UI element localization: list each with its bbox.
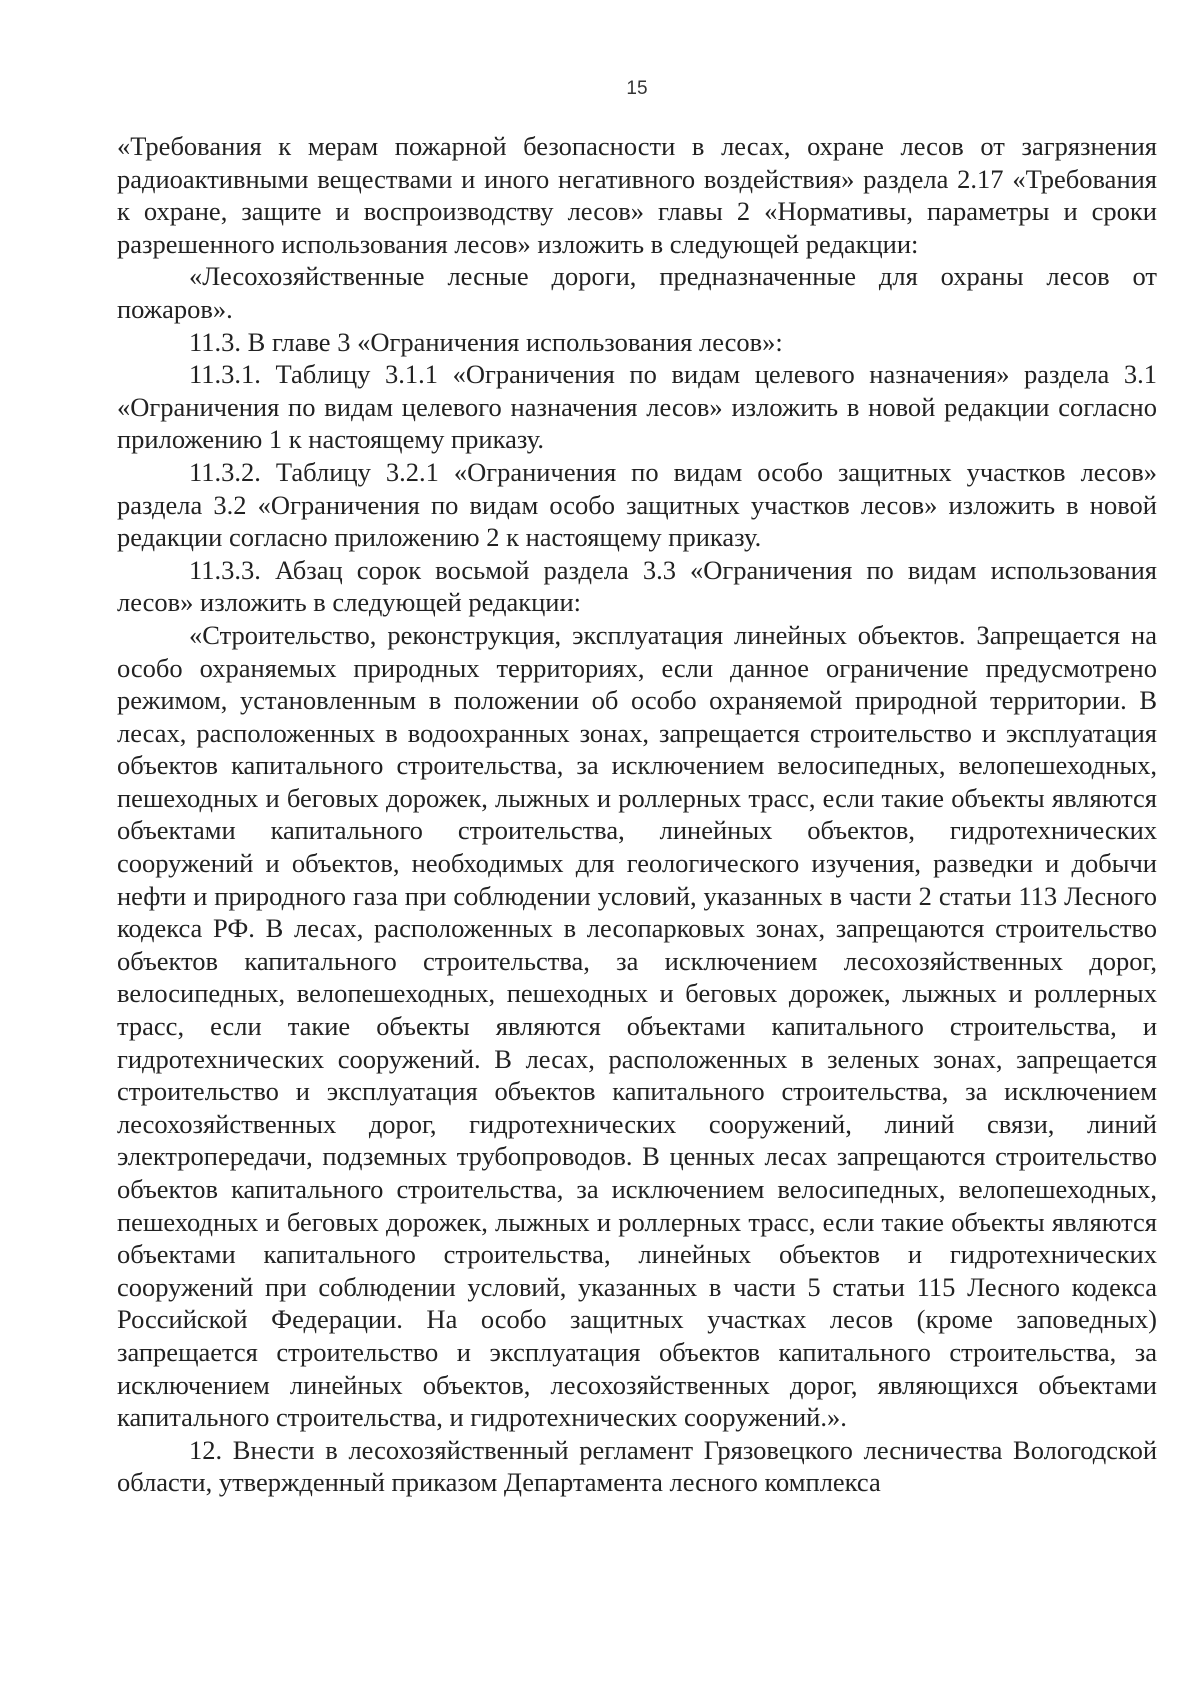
paragraph-requirements-fire-safety: «Требования к мерам пожарной безопасности в лесах, охране лесов от загрязнения радиоактивными веществами и иного негативного воздействия» раздела 2.17 «Требования к охране, защите и воспроизводству лесов» главы 2 «Нормативы, параметры и сроки разрешенного использования лесов» изложить в следующей редакции: — [117, 131, 1157, 259]
paragraph-construction-restrictions: «Строительство, реконструкция, эксплуатация линейных объектов. Запрещается на особо охраняемых природных территориях, если данное ограничение предусмотрено режимом, установленным в положении об особо охраняемой природной территории. В лесах, расположенных в водоохранных зонах, запрещается строительство и эксплуатация объектов капитального строительства, за исключением велосипедных, велопешеходных, пешеходных и беговых дорожек, лыжных и роллерных трасс, если такие объекты являются объектами капитального строительства, линейных объектов, гидротехнических сооружений и объектов, необходимых для геологического изучения, разведки и добычи нефти и природного газа при соблюдении условий, указанных в части 2 статьи 113 Лесного кодекса РФ. В лесах, расположенных в лесопарковых зонах, запрещаются строительство объектов капитального строительства, за исключением лесохозяйственных дорог, велосипедных, велопешеходных, пешеходных и беговых дорожек, лыжных и роллерных трасс, если такие объекты являются объектами капитального строительства, и гидротехнических сооружений. В лесах, расположенных в зеленых зонах, запрещается строительство и эксплуатация объектов капитального строительства, за исключением лесохозяйственных дорог, гидротехнических сооружений, линий связи, линий электропередачи, подземных трубопроводов. В ценных лесах запрещаются строительство объектов капитального строительства, за исключением велосипедных, велопешеходных, пешеходных и беговых дорожек, лыжных и роллерных трасс, если такие объекты являются объектами капитального строительства, линейных объектов и гидротехнических сооружений при соблюдении условий, указанных в части 5 статьи 115 Лесного кодекса Российской Федерации. На особо защитных участках лесов (кроме заповедных) запрещается строительство и эксплуатация объектов капитального строительства, за исключением линейных объектов, лесохозяйственных дорог, являющихся объектами капитального строительства, и гидротехнических сооружений.». — [117, 619, 1157, 1433]
paragraph-11-3-2: 11.3.2. Таблицу 3.2.1 «Ограничения по видам особо защитных участков лесов» раздела 3.2 «Ограничения по видам особо защитных участков лесов» изложить в новой редакции согласно приложению 2 к настоящему приказу. — [117, 456, 1157, 553]
page-number: 15 — [626, 78, 648, 99]
document-body — [117, 130, 1157, 1499]
paragraph-11-3: 11.3. В главе 3 «Ограничения использования лесов»: — [189, 326, 783, 357]
paragraph-11-3-1: 11.3.1. Таблицу 3.1.1 «Ограничения по видам целевого назначения» раздела 3.1 «Ограничения по видам целевого назначения лесов» изложить в новой редакции согласно приложению 1 к настоящему приказу. — [117, 359, 1157, 455]
paragraph-forest-roads: «Лесохозяйственные лесные дороги, предназначенные для охраны лесов от пожаров». — [117, 261, 1157, 324]
paragraph-12: 12. Внести в лесохозяйственный регламент Грязовецкого лесничества Вологодской области, утвержденный приказом Департамента лесного комплекса — [117, 1434, 1157, 1498]
paragraph-11-3-3: 11.3.3. Абзац сорок восьмой раздела 3.3 «Ограничения по видам использования лесов» изложить в следующей редакции: — [117, 554, 1157, 618]
